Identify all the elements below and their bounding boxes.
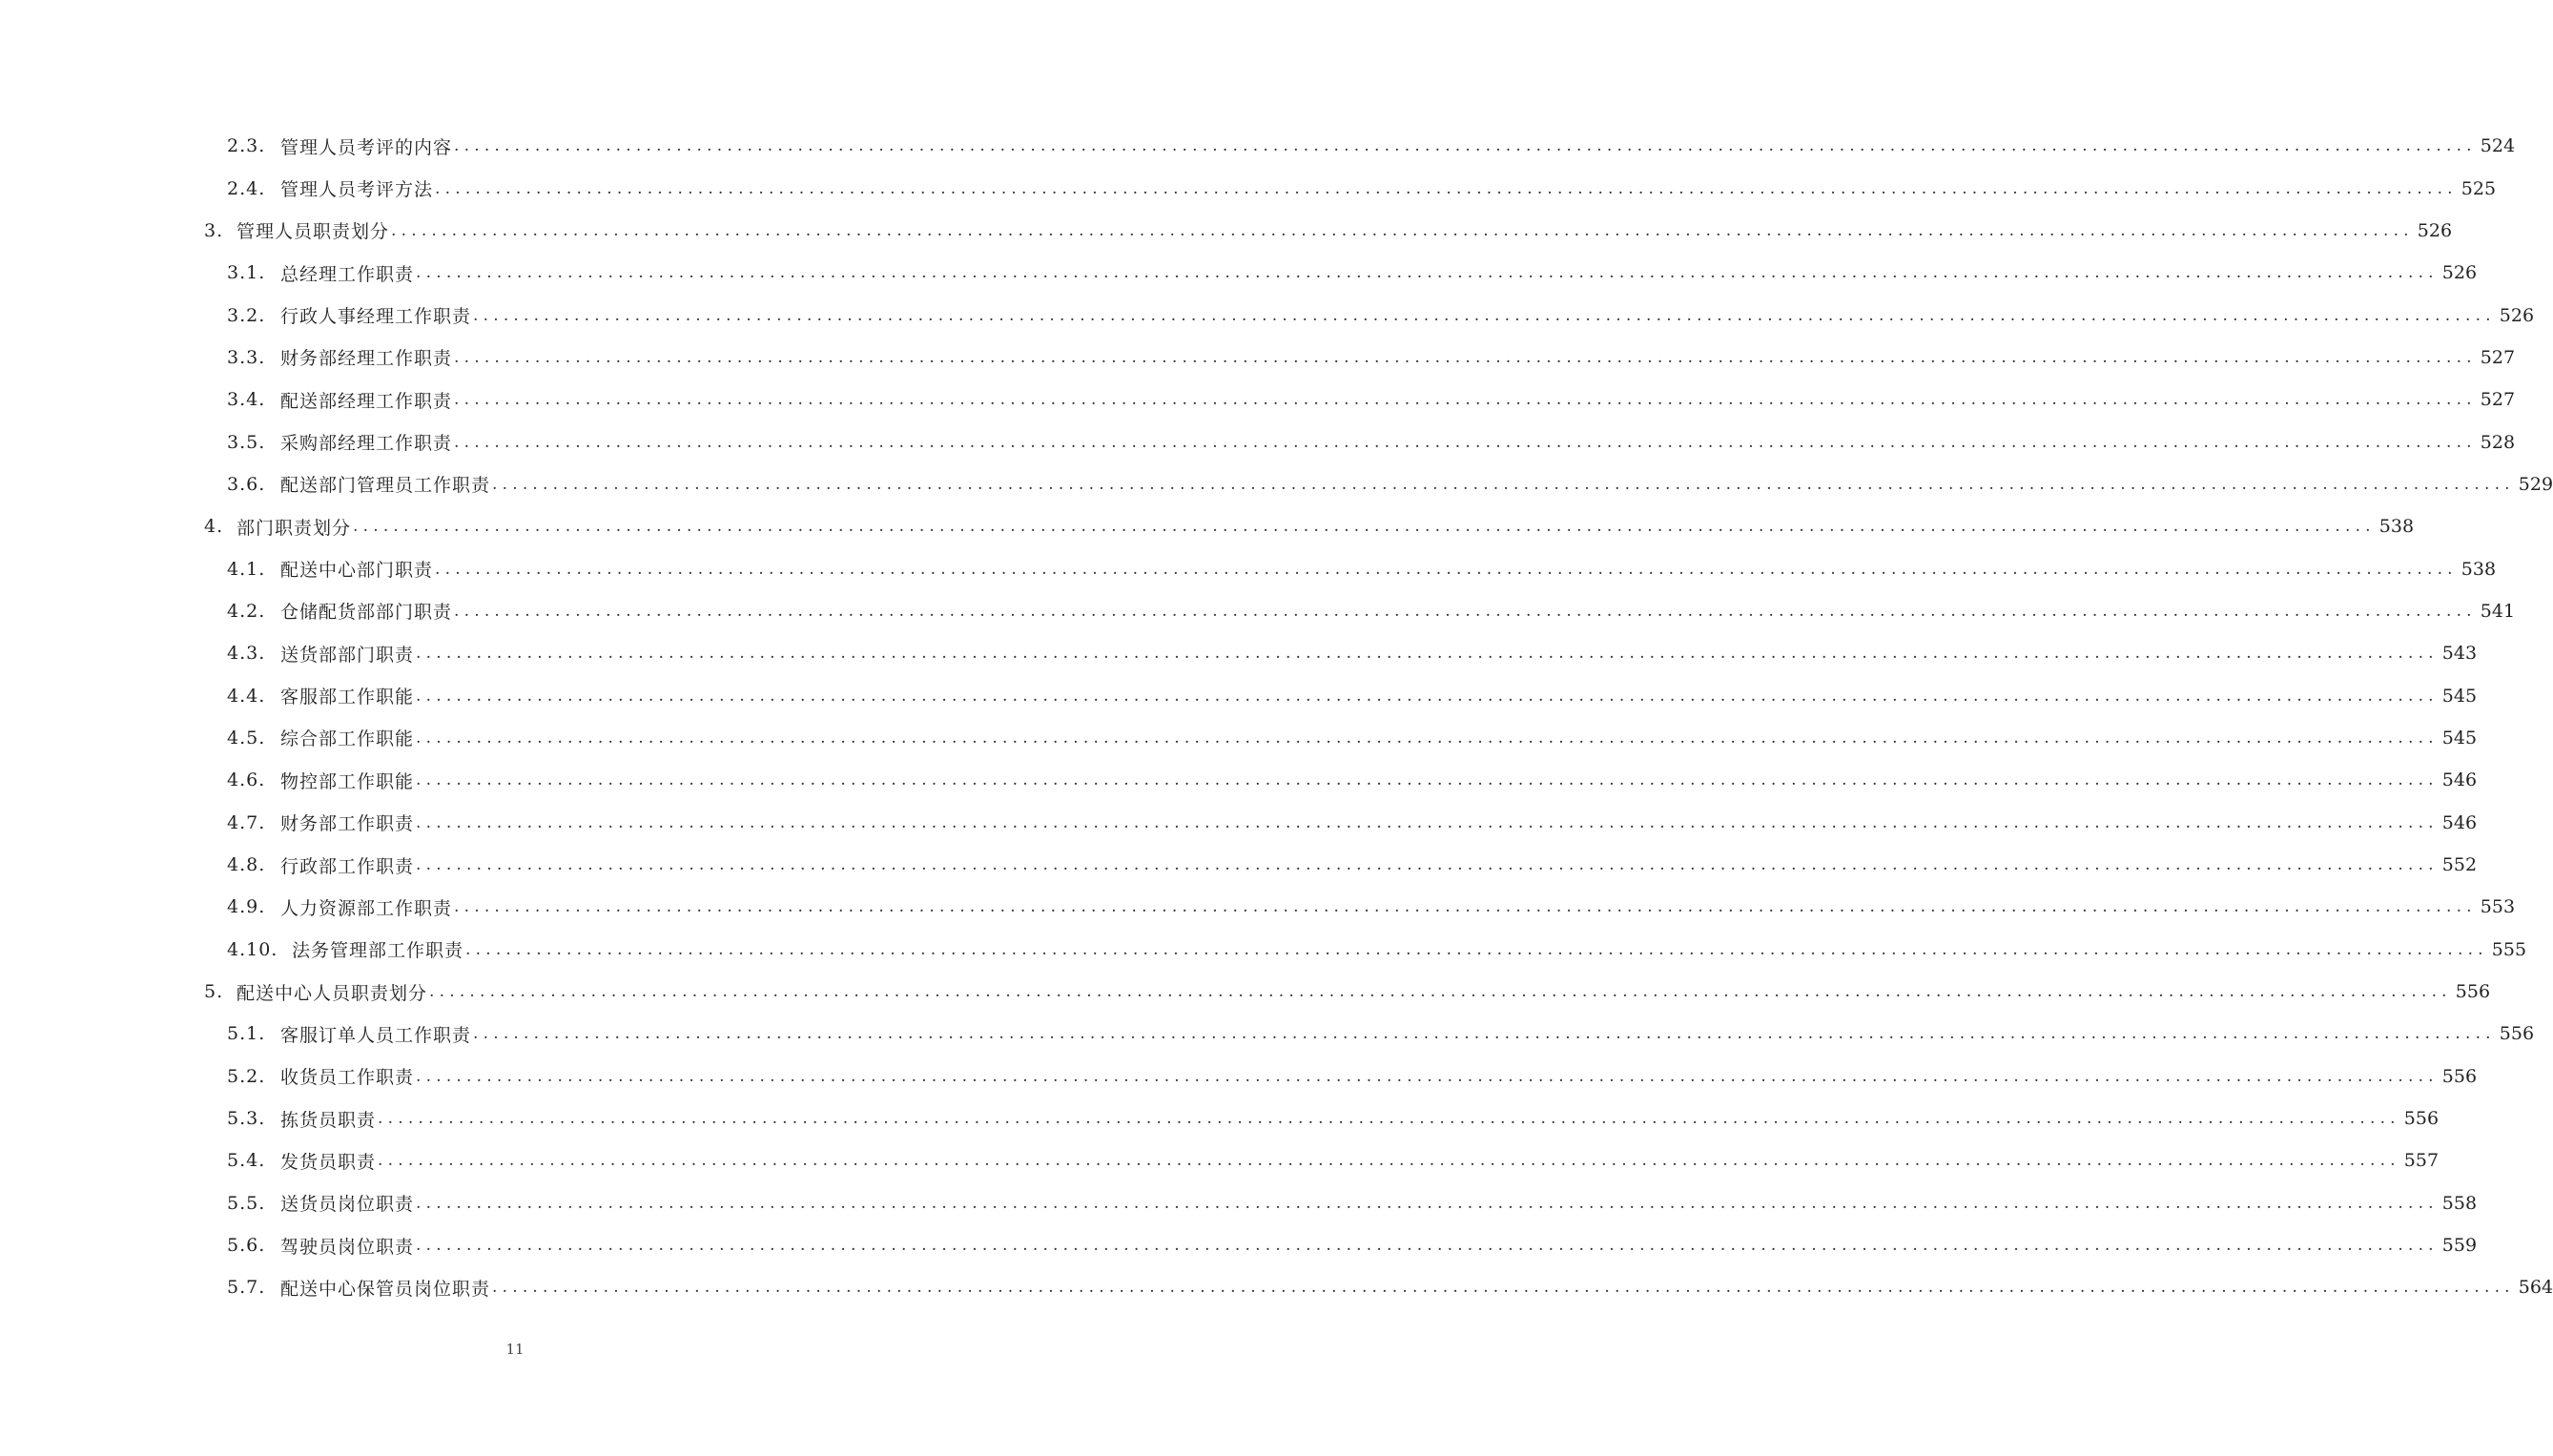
toc-entry[interactable]: [0, 337, 2516, 379]
toc-entry-number: 5.2.: [227, 1065, 266, 1087]
toc-entry[interactable]: [0, 759, 2478, 801]
toc-entry-number: 4.3.: [227, 643, 266, 665]
toc-entry-title: 配送中心保管员岗位职责: [280, 1278, 491, 1300]
toc-dot-leader: ........................................................................................................................................................................................................: [492, 474, 2515, 494]
toc-entry[interactable]: [0, 674, 2478, 716]
toc-dot-leader: ........................................................................................................................................................................................................: [465, 939, 2488, 959]
toc-entry-page: 527: [2480, 389, 2516, 411]
toc-dot-leader: ........................................................................................................................................................................................................: [473, 1024, 2496, 1044]
toc-entry-number: 3.4.: [227, 389, 266, 411]
toc-entry-title: 部门职责划分: [237, 517, 352, 539]
table-of-contents: [0, 125, 2553, 1309]
toc-dot-leader: ........................................................................................................................................................................................................: [416, 1193, 2439, 1213]
toc-entry[interactable]: [0, 590, 2516, 632]
toc-entry-page: 528: [2480, 431, 2516, 453]
toc-dot-leader: ........................................................................................................................................................................................................: [429, 982, 2452, 1002]
toc-entry-number: 4.2.: [227, 600, 266, 622]
toc-entry-title: 总经理工作职责: [280, 263, 415, 285]
toc-entry-title: 财务部工作职责: [280, 813, 415, 835]
toc-entry-page: 524: [2480, 135, 2516, 157]
toc-entry-number: 4.5.: [227, 727, 266, 749]
toc-entry-title: 人力资源部工作职责: [280, 897, 453, 919]
toc-entry-page: 527: [2480, 346, 2516, 368]
toc-entry-page: 557: [2403, 1150, 2440, 1172]
toc-dot-leader: ........................................................................................................................................................................................................: [416, 263, 2439, 283]
toc-dot-leader: ........................................................................................................................................................................................................: [454, 897, 2477, 917]
toc-entry-page: 543: [2441, 643, 2478, 665]
toc-dot-leader: ........................................................................................................................................................................................................: [391, 220, 2414, 240]
toc-entry[interactable]: [0, 379, 2516, 420]
toc-dot-leader: ........................................................................................................................................................................................................: [378, 1109, 2400, 1129]
toc-entry[interactable]: [0, 844, 2478, 886]
toc-entry-title: 管理人员考评方法: [280, 179, 434, 201]
toc-entry-number: 4.6.: [227, 769, 266, 791]
toc-entry-number: 5.3.: [227, 1108, 266, 1130]
toc-entry-number: 4.9.: [227, 896, 266, 918]
toc-entry-title: 送货部部门职责: [280, 644, 415, 666]
toc-entry-title: 物控部工作职能: [280, 770, 415, 792]
toc-entry-title: 配送中心部门职责: [280, 560, 434, 582]
toc-entry-page: 555: [2491, 938, 2527, 960]
toc-entry[interactable]: [0, 1182, 2478, 1224]
toc-entry-number: 4.1.: [227, 558, 266, 580]
toc-entry-title: 配送部经理工作职责: [280, 390, 453, 412]
toc-entry-number: 4.8.: [227, 854, 266, 876]
toc-entry-page: 559: [2441, 1235, 2478, 1257]
toc-entry[interactable]: [0, 1139, 2440, 1181]
toc-entry-page: 556: [2441, 1065, 2478, 1087]
toc-entry-title: 财务部经理工作职责: [280, 348, 453, 370]
toc-dot-leader: ........................................................................................................................................................................................................: [416, 1236, 2439, 1256]
toc-dot-leader: ........................................................................................................................................................................................................: [473, 305, 2496, 325]
toc-entry-page: 545: [2441, 685, 2478, 707]
toc-entry-number: 3.2.: [227, 304, 266, 326]
toc-entry-page: 556: [2403, 1108, 2440, 1130]
toc-dot-leader: ........................................................................................................................................................................................................: [416, 728, 2439, 748]
toc-dot-leader: ........................................................................................................................................................................................................: [353, 517, 2376, 537]
toc-entry[interactable]: [0, 547, 2497, 589]
toc-dot-leader: ........................................................................................................................................................................................................: [416, 644, 2439, 664]
toc-entry[interactable]: [0, 1013, 2535, 1055]
toc-dot-leader: ........................................................................................................................................................................................................: [435, 178, 2458, 198]
toc-dot-leader: ........................................................................................................................................................................................................: [454, 390, 2477, 410]
toc-entry-page: 538: [2460, 558, 2497, 580]
toc-dot-leader: ........................................................................................................................................................................................................: [378, 1151, 2400, 1171]
toc-entry-number: 3.1.: [227, 262, 266, 284]
toc-entry[interactable]: [0, 1266, 2553, 1308]
toc-dot-leader: ........................................................................................................................................................................................................: [416, 770, 2439, 790]
toc-entry-title: 发货员职责: [280, 1151, 377, 1173]
page-number: 11: [505, 1341, 525, 1358]
toc-entry[interactable]: [0, 167, 2497, 209]
toc-entry-number: 4.7.: [227, 811, 266, 833]
toc-entry-title: 法务管理部工作职责: [292, 940, 464, 962]
toc-dot-leader: ........................................................................................................................................................................................................: [416, 855, 2439, 875]
toc-dot-leader: ........................................................................................................................................................................................................: [454, 136, 2477, 156]
toc-dot-leader: ........................................................................................................................................................................................................: [416, 1066, 2439, 1086]
toc-entry-title: 管理人员考评的内容: [280, 136, 453, 158]
toc-entry[interactable]: [0, 1097, 2440, 1139]
toc-entry-title: 仓储配货部部门职责: [280, 602, 453, 624]
toc-entry-number: 5.1.: [227, 1023, 266, 1045]
toc-entry-number: 3.3.: [227, 346, 266, 368]
toc-dot-leader: ........................................................................................................................................................................................................: [454, 601, 2477, 621]
toc-entry[interactable]: [0, 294, 2535, 336]
toc-entry-title: 驾驶员岗位职责: [280, 1236, 415, 1258]
toc-entry-page: 558: [2441, 1192, 2478, 1214]
toc-entry-number: 2.3.: [227, 135, 266, 157]
toc-dot-leader: ........................................................................................................................................................................................................: [492, 1278, 2515, 1298]
toc-entry-page: 526: [2417, 219, 2453, 241]
toc-entry[interactable]: [0, 463, 2553, 505]
toc-dot-leader: ........................................................................................................................................................................................................: [454, 432, 2477, 452]
toc-entry-number: 5.5.: [227, 1192, 266, 1214]
toc-entry-title: 配送中心人员职责划分: [237, 982, 428, 1004]
toc-entry[interactable]: [0, 252, 2478, 294]
toc-entry[interactable]: [0, 886, 2516, 928]
toc-entry-number: 5.4.: [227, 1150, 266, 1172]
toc-entry-page: 546: [2441, 769, 2478, 791]
toc-dot-leader: ........................................................................................................................................................................................................: [435, 559, 2458, 579]
toc-entry-page: 556: [2499, 1023, 2535, 1045]
toc-entry-page: 556: [2455, 981, 2491, 1003]
toc-entry-title: 采购部经理工作职责: [280, 433, 453, 455]
toc-entry-page: 529: [2518, 473, 2553, 495]
toc-entry[interactable]: [0, 717, 2478, 759]
toc-entry[interactable]: [0, 971, 2491, 1013]
toc-entry-title: 客服订单人员工作职责: [280, 1024, 472, 1046]
toc-entry-page: 526: [2499, 304, 2535, 326]
toc-entry-page: 553: [2480, 896, 2516, 918]
toc-entry-number: 5.6.: [227, 1235, 266, 1257]
toc-entry-page: 546: [2441, 811, 2478, 833]
toc-entry-number: 4.: [204, 516, 224, 538]
toc-entry-number: 4.10.: [227, 938, 278, 960]
toc-entry[interactable]: [0, 1056, 2478, 1097]
toc-entry[interactable]: [0, 632, 2478, 674]
toc-entry-title: 行政人事经理工作职责: [280, 306, 472, 328]
toc-entry-title: 客服部工作职能: [280, 687, 415, 708]
toc-entry-title: 收货员工作职责: [280, 1067, 415, 1089]
toc-entry[interactable]: [0, 802, 2478, 844]
toc-entry[interactable]: [0, 420, 2516, 462]
toc-entry[interactable]: [0, 505, 2415, 547]
toc-entry[interactable]: [0, 125, 2516, 167]
toc-entry-number: 2.4.: [227, 177, 266, 199]
toc-dot-leader: ........................................................................................................................................................................................................: [416, 686, 2439, 706]
toc-dot-leader: ........................................................................................................................................................................................................: [416, 812, 2439, 832]
toc-entry-number: 5.: [204, 981, 224, 1003]
toc-entry[interactable]: [0, 929, 2527, 971]
toc-entry-page: 564: [2518, 1277, 2553, 1299]
toc-entry[interactable]: [0, 1224, 2478, 1266]
toc-entry-number: 3.6.: [227, 473, 266, 495]
toc-entry-page: 525: [2460, 177, 2497, 199]
toc-entry-page: 541: [2480, 600, 2516, 622]
toc-entry-title: 管理人员职责划分: [237, 221, 390, 243]
toc-entry-number: 3.5.: [227, 431, 266, 453]
toc-entry-page: 552: [2441, 854, 2478, 876]
toc-entry-title: 拣货员职责: [280, 1109, 377, 1131]
toc-entry-title: 配送部门管理员工作职责: [280, 475, 491, 497]
toc-dot-leader: ........................................................................................................................................................................................................: [454, 347, 2477, 367]
toc-entry-number: 4.4.: [227, 685, 266, 707]
toc-entry-title: 综合部工作职能: [280, 728, 415, 750]
toc-entry-page: 526: [2441, 262, 2478, 284]
toc-entry-page: 545: [2441, 727, 2478, 749]
toc-entry-number: 3.: [204, 219, 224, 241]
toc-entry-title: 送货员岗位职责: [280, 1194, 415, 1216]
toc-entry[interactable]: [0, 210, 2453, 252]
toc-entry-page: 538: [2378, 516, 2415, 538]
toc-entry-number: 5.7.: [227, 1277, 266, 1299]
toc-entry-title: 行政部工作职责: [280, 855, 415, 877]
